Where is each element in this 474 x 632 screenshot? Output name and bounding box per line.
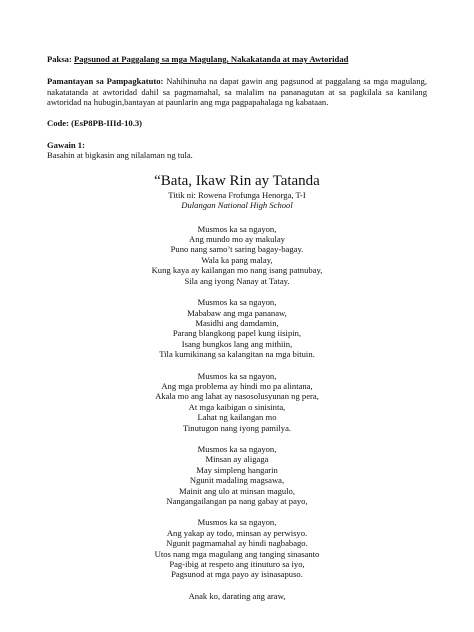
lesson-content xyxy=(47,54,427,612)
poem-line: Sila ang iyong Nanay at Tatay. xyxy=(184,275,290,286)
activity-instruction: Basahin at bigkasin ang nilalaman ng tula. xyxy=(47,150,193,161)
poem-line: Tinutugon nang iyong pamilya. xyxy=(182,422,292,433)
poem-line: Ang mundo mo ay makulay xyxy=(189,234,285,245)
poem-line: Akala mo ang lahat ay nasosolusyunan ng pera, xyxy=(155,391,319,402)
poem-line: Ngunit pagmamahal ay hindi nagbabago. xyxy=(166,538,308,549)
poem-line: Kung kaya ay kailangan mo nang isang patnubay, xyxy=(151,265,323,276)
poem-line: Anak ko, darating ang araw, xyxy=(188,590,286,601)
stanza xyxy=(47,591,427,601)
poem-line: Musmos ka sa ngayon, xyxy=(197,517,277,528)
poem-line: Isang bungkos lang ang mithiin, xyxy=(181,338,293,349)
poem-line: Masidhi ang damdamin, xyxy=(195,317,279,328)
poem-line: Musmos ka sa ngayon, xyxy=(197,443,277,454)
poem-line: Tila kumikinang sa kalangitan na mga bituin. xyxy=(159,349,315,360)
topic-label: Paksa: xyxy=(47,54,72,64)
poem-line: Ang mga problema ay hindi mo pa alintana, xyxy=(161,380,313,391)
poem-line: May simpleng hangarin xyxy=(196,464,278,475)
stanza xyxy=(47,224,427,286)
poem-line: Minsan ay aligaga xyxy=(205,454,269,465)
learning-standard-label: Pamantayan sa Pampagkatuto: xyxy=(47,76,164,87)
poem-line: Wala ka pang malay, xyxy=(201,254,273,265)
poem-line: Pagsunod at mga payo ay isinasapuso. xyxy=(171,569,303,580)
poem-line: Ang yakap ay todo, minsan ay perwisyo. xyxy=(166,527,308,538)
poem-body xyxy=(47,224,427,602)
poem-line: Parang blangkong papel kung iisipin, xyxy=(172,328,302,339)
poem-line: Ngunit madaling magsawa, xyxy=(189,475,285,486)
stanza xyxy=(47,297,427,359)
stanza xyxy=(47,517,427,579)
poem-line: Utos nang mga magulang ang tanging sinasanto xyxy=(154,548,320,559)
stanza xyxy=(47,444,427,506)
competency-code: Code: (EsP8PB-IIId-10.3) xyxy=(47,117,143,128)
poem-school: Dulangan National High School xyxy=(181,200,293,211)
poem-author: Titik ni: Rowena Frofunga Henorga, T-I xyxy=(168,189,306,200)
poem-line: Lahat ng kailangan mo xyxy=(197,412,277,423)
poem-line: Pag-ibig at respeto ang itinuturo sa iyo, xyxy=(169,559,305,570)
poem-line: Musmos ka sa ngayon, xyxy=(197,223,277,234)
poem-line: Puno nang samo’t saring bagay-bagay. xyxy=(170,244,304,255)
poem-line: Mainit ang ulo at minsan magulo, xyxy=(179,485,295,496)
poem-line: Musmos ka sa ngayon, xyxy=(197,297,277,308)
activity-label: Gawain 1: xyxy=(47,140,85,151)
poem-line: Nangangailangan pa nang gabay at payo, xyxy=(166,496,308,506)
topic-line xyxy=(47,54,427,64)
poem-title: “Bata, Ikaw Rin ay Tatanda xyxy=(154,172,320,189)
topic-value: Pagsunod at Paggalang sa mga Magulang, Nakakatanda at may Awtoridad xyxy=(74,54,349,64)
learning-standard-text: Nahihinuha na dapat gawin ang pagsunod at paggalang sa mga magulang, nakatatanda at awtoridad dahil sa pagmamahal, sa malalim na pananagutan at sa pagkilala sa kanilang awtoridad na hubugin,bantayan at paunlarin ang mga pagpapahalaga ng kabataan. xyxy=(47,76,427,108)
poem-line: Musmos ka sa ngayon, xyxy=(197,370,277,381)
poem-line: Mababaw ang mga pananaw, xyxy=(187,307,287,318)
learning-standard xyxy=(47,76,427,107)
stanza xyxy=(47,371,427,433)
poem-line: At mga kaibigan o sinisinta, xyxy=(188,401,286,412)
